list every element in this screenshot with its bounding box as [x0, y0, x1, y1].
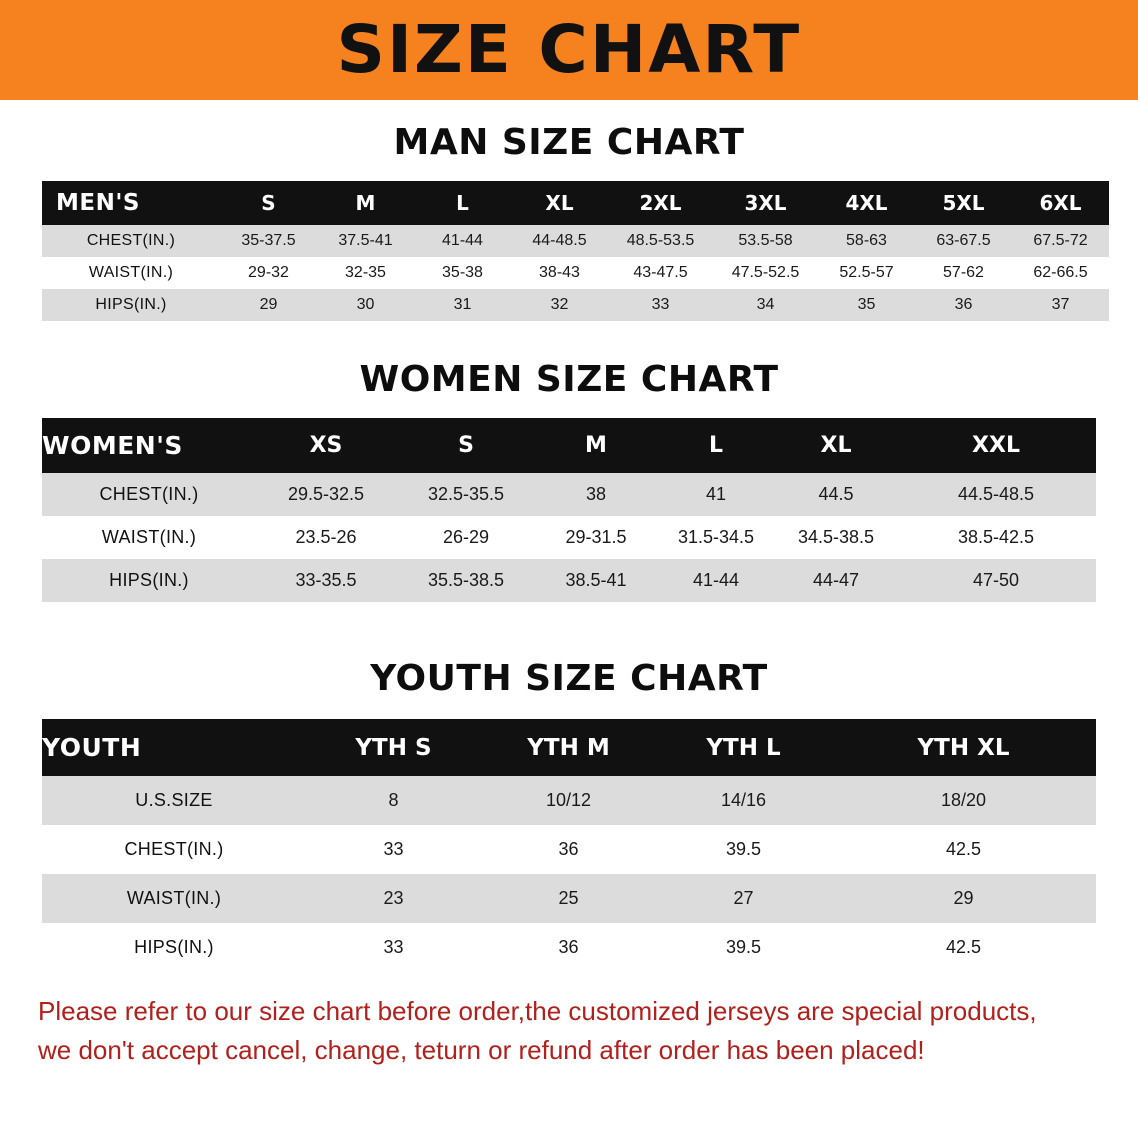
table-cell: 35-37.5 — [220, 225, 317, 257]
table-cell: 47.5-52.5 — [713, 257, 818, 289]
women-row-label-hips: HIPS(IN.) — [42, 559, 256, 602]
women-row-label-chest: CHEST(IN.) — [42, 473, 256, 516]
table-cell: 58-63 — [818, 225, 915, 257]
women-header-xl: XL — [776, 418, 896, 473]
table-cell: 39.5 — [656, 825, 831, 874]
table-cell: 48.5-53.5 — [608, 225, 713, 257]
table-cell: 34.5-38.5 — [776, 516, 896, 559]
table-cell: 38.5-41 — [536, 559, 656, 602]
table-cell: 33-35.5 — [256, 559, 396, 602]
man-table-wrapper — [42, 181, 1096, 321]
table-row — [42, 225, 1109, 257]
table-cell: 31 — [414, 289, 511, 321]
table-cell: 10/12 — [481, 776, 656, 825]
table-row — [42, 825, 1096, 874]
table-cell: 34 — [713, 289, 818, 321]
youth-row-label-hips: HIPS(IN.) — [42, 923, 306, 972]
table-cell: 8 — [306, 776, 481, 825]
table-cell: 31.5-34.5 — [656, 516, 776, 559]
women-size-table — [42, 418, 1096, 602]
table-cell: 42.5 — [831, 923, 1096, 972]
table-cell: 44.5 — [776, 473, 896, 516]
table-cell: 32.5-35.5 — [396, 473, 536, 516]
table-cell: 52.5-57 — [818, 257, 915, 289]
table-cell: 35-38 — [414, 257, 511, 289]
table-cell: 27 — [656, 874, 831, 923]
table-cell: 25 — [481, 874, 656, 923]
table-cell: 67.5-72 — [1012, 225, 1109, 257]
banner — [0, 0, 1138, 100]
youth-table-wrapper — [42, 719, 1096, 972]
table-row — [42, 923, 1096, 972]
table-cell: 33 — [306, 923, 481, 972]
table-cell: 23.5-26 — [256, 516, 396, 559]
table-cell: 29-32 — [220, 257, 317, 289]
men-header-3xl: 3XL — [713, 181, 818, 225]
table-header-row — [42, 719, 1096, 776]
table-cell: 57-62 — [915, 257, 1012, 289]
women-header-xs: XS — [256, 418, 396, 473]
women-header-xxl: XXL — [896, 418, 1096, 473]
men-header-s: S — [220, 181, 317, 225]
table-row — [42, 473, 1096, 516]
table-row — [42, 289, 1109, 321]
table-cell: 47-50 — [896, 559, 1096, 602]
youth-row-label-us-size: U.S.SIZE — [42, 776, 306, 825]
table-row — [42, 874, 1096, 923]
footer-note-line-2: we don't accept cancel, change, teturn or refund after order has been placed! — [38, 1035, 925, 1065]
table-cell: 29-31.5 — [536, 516, 656, 559]
table-cell: 44-47 — [776, 559, 896, 602]
table-row — [42, 776, 1096, 825]
table-cell: 18/20 — [831, 776, 1096, 825]
women-section-heading: WOMEN SIZE CHART — [359, 359, 779, 400]
man-section-heading: MAN SIZE CHART — [393, 122, 745, 163]
table-header-row — [42, 418, 1096, 473]
table-header-row — [42, 181, 1109, 225]
table-cell: 33 — [306, 825, 481, 874]
youth-header-yth-xl: YTH XL — [831, 719, 1096, 776]
table-cell: 30 — [317, 289, 414, 321]
table-cell: 43-47.5 — [608, 257, 713, 289]
women-table-wrapper — [42, 418, 1096, 602]
men-header-label: MEN'S — [42, 181, 220, 225]
table-cell: 39.5 — [656, 923, 831, 972]
youth-header-yth-m: YTH M — [481, 719, 656, 776]
table-cell: 32 — [511, 289, 608, 321]
men-header-4xl: 4XL — [818, 181, 915, 225]
women-header-m: M — [536, 418, 656, 473]
table-cell: 29 — [220, 289, 317, 321]
table-cell: 35.5-38.5 — [396, 559, 536, 602]
table-cell: 38.5-42.5 — [896, 516, 1096, 559]
men-header-5xl: 5XL — [915, 181, 1012, 225]
table-cell: 41-44 — [656, 559, 776, 602]
table-cell: 63-67.5 — [915, 225, 1012, 257]
youth-section-heading: YOUTH SIZE CHART — [370, 658, 768, 699]
youth-row-label-waist: WAIST(IN.) — [42, 874, 306, 923]
table-cell: 37.5-41 — [317, 225, 414, 257]
table-cell: 53.5-58 — [713, 225, 818, 257]
men-header-6xl: 6XL — [1012, 181, 1109, 225]
table-cell: 32-35 — [317, 257, 414, 289]
women-header-label: WOMEN'S — [42, 418, 256, 473]
table-cell: 33 — [608, 289, 713, 321]
table-cell: 36 — [481, 825, 656, 874]
table-cell: 44-48.5 — [511, 225, 608, 257]
table-cell: 29.5-32.5 — [256, 473, 396, 516]
table-cell: 38-43 — [511, 257, 608, 289]
table-cell: 14/16 — [656, 776, 831, 825]
man-size-table — [42, 181, 1109, 321]
table-cell: 23 — [306, 874, 481, 923]
table-row — [42, 559, 1096, 602]
women-header-s: S — [396, 418, 536, 473]
women-row-label-waist: WAIST(IN.) — [42, 516, 256, 559]
table-cell: 37 — [1012, 289, 1109, 321]
table-cell: 41-44 — [414, 225, 511, 257]
men-header-m: M — [317, 181, 414, 225]
table-cell: 29 — [831, 874, 1096, 923]
table-cell: 42.5 — [831, 825, 1096, 874]
footer-note — [38, 992, 1100, 1070]
table-row — [42, 257, 1109, 289]
table-row — [42, 516, 1096, 559]
men-row-label-chest: CHEST(IN.) — [42, 225, 220, 257]
banner-title: SIZE CHART — [336, 11, 802, 88]
table-cell: 36 — [481, 923, 656, 972]
table-cell: 41 — [656, 473, 776, 516]
men-row-label-hips: HIPS(IN.) — [42, 289, 220, 321]
youth-size-table — [42, 719, 1096, 972]
table-cell: 36 — [915, 289, 1012, 321]
table-cell: 44.5-48.5 — [896, 473, 1096, 516]
table-cell: 35 — [818, 289, 915, 321]
table-cell: 38 — [536, 473, 656, 516]
table-cell: 26-29 — [396, 516, 536, 559]
youth-header-yth-s: YTH S — [306, 719, 481, 776]
footer-note-line-1: Please refer to our size chart before order,the customized jerseys are special products, — [38, 996, 1037, 1026]
youth-header-yth-l: YTH L — [656, 719, 831, 776]
men-header-2xl: 2XL — [608, 181, 713, 225]
table-cell: 62-66.5 — [1012, 257, 1109, 289]
youth-header-label: YOUTH — [42, 719, 306, 776]
men-header-l: L — [414, 181, 511, 225]
youth-row-label-chest: CHEST(IN.) — [42, 825, 306, 874]
women-header-l: L — [656, 418, 776, 473]
men-row-label-waist: WAIST(IN.) — [42, 257, 220, 289]
men-header-xl: XL — [511, 181, 608, 225]
